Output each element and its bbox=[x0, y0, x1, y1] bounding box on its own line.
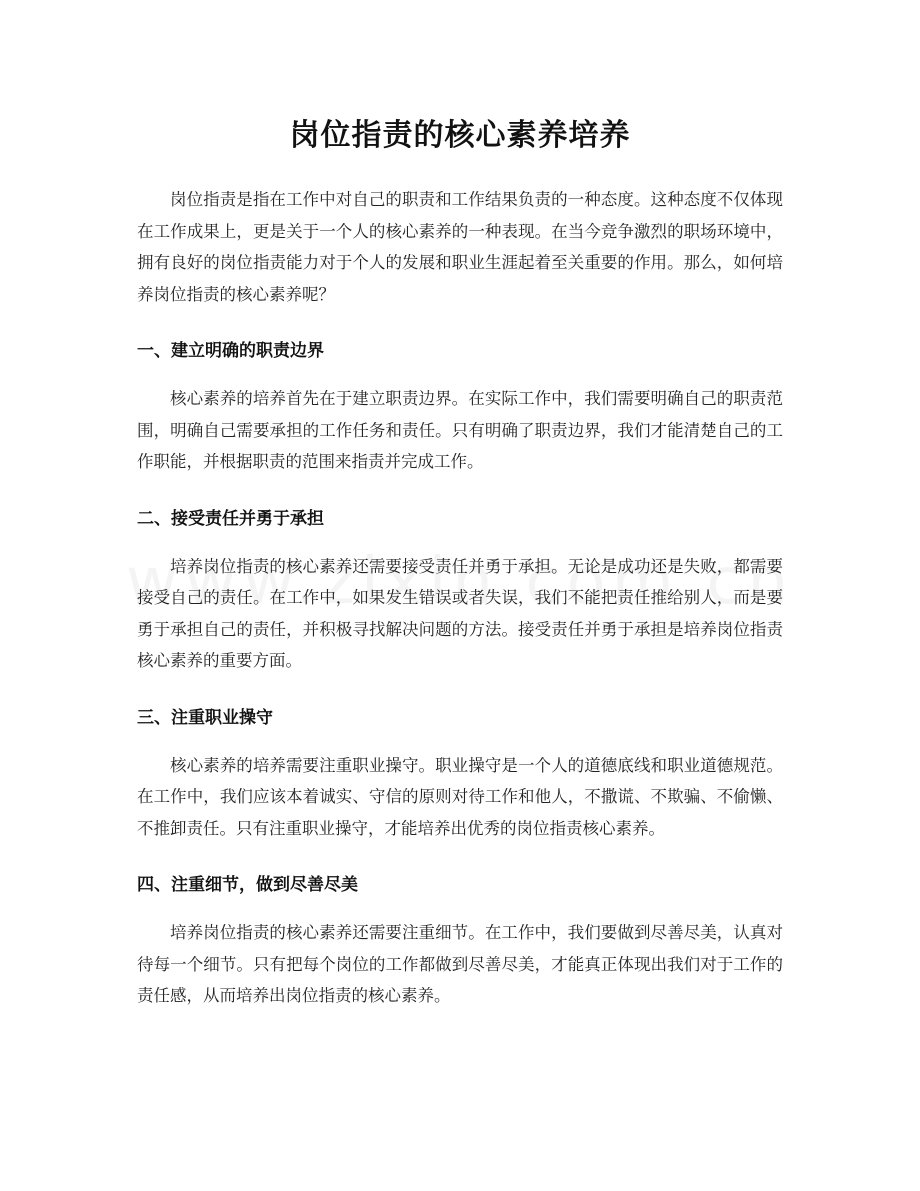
section-body-2: 培养岗位指责的核心素养还需要接受责任并勇于承担。无论是成功还是失败，都需要接受自己的责任。在工作中，如果发生错误或者失误，我们不能把责任推给别人，而是要勇于承担自己的责任，并积极寻找解决问题的方法。接受责任并勇于承担是培养岗位指责核心素养的重要方面。 bbox=[137, 556, 783, 670]
section-body-1: 核心素养的培养首先在于建立职责边界。在实际工作中，我们需要明确自己的职责范围，明确自己需要承担的工作任务和责任。只有明确了职责边界，我们才能清楚自己的工作职能，并根据职责的范围来指责并完成工作。 bbox=[137, 389, 783, 471]
section-body-3: 核心素养的培养需要注重职业操守。职业操守是一个人的道德底线和职业道德规范。在工作中，我们应该本着诚实、守信的原则对待工作和他人，不撒谎、不欺骗、不偷懒、不推卸责任。只有注重职业操守，才能培养出优秀的岗位指责核心素养。 bbox=[137, 755, 783, 838]
section-heading-3: 三、注重职业操守 bbox=[137, 707, 273, 728]
document-title: 岗位指责的核心素养培养 bbox=[289, 118, 631, 153]
section-heading-2: 二、接受责任并勇于承担 bbox=[137, 508, 324, 529]
section-heading-4: 四、注重细节，做到尽善尽美 bbox=[137, 875, 358, 895]
section-heading-1: 一、建立明确的职责边界 bbox=[137, 341, 324, 361]
section-body-4: 培养岗位指责的核心素养还需要注重细节。在工作中，我们要做到尽善尽美，认真对待每一个细节。只有把每个岗位的工作都做到尽善尽美，才能真正体现出我们对于工作的责任感，从而培养出岗位指责的核心素养。 bbox=[137, 923, 783, 1005]
intro-paragraph: 岗位指责是指在工作中对自己的职责和工作结果负责的一种态度。这种态度不仅体现在工作成果上，更是关于一个人的核心素养的一种表现。在当今竞争激烈的职场环境中，拥有良好的岗位指责能力对于个人的发展和职业生涯起着至关重要的作用。那么，如何培养岗位指责的核心素养呢？ bbox=[137, 190, 783, 304]
